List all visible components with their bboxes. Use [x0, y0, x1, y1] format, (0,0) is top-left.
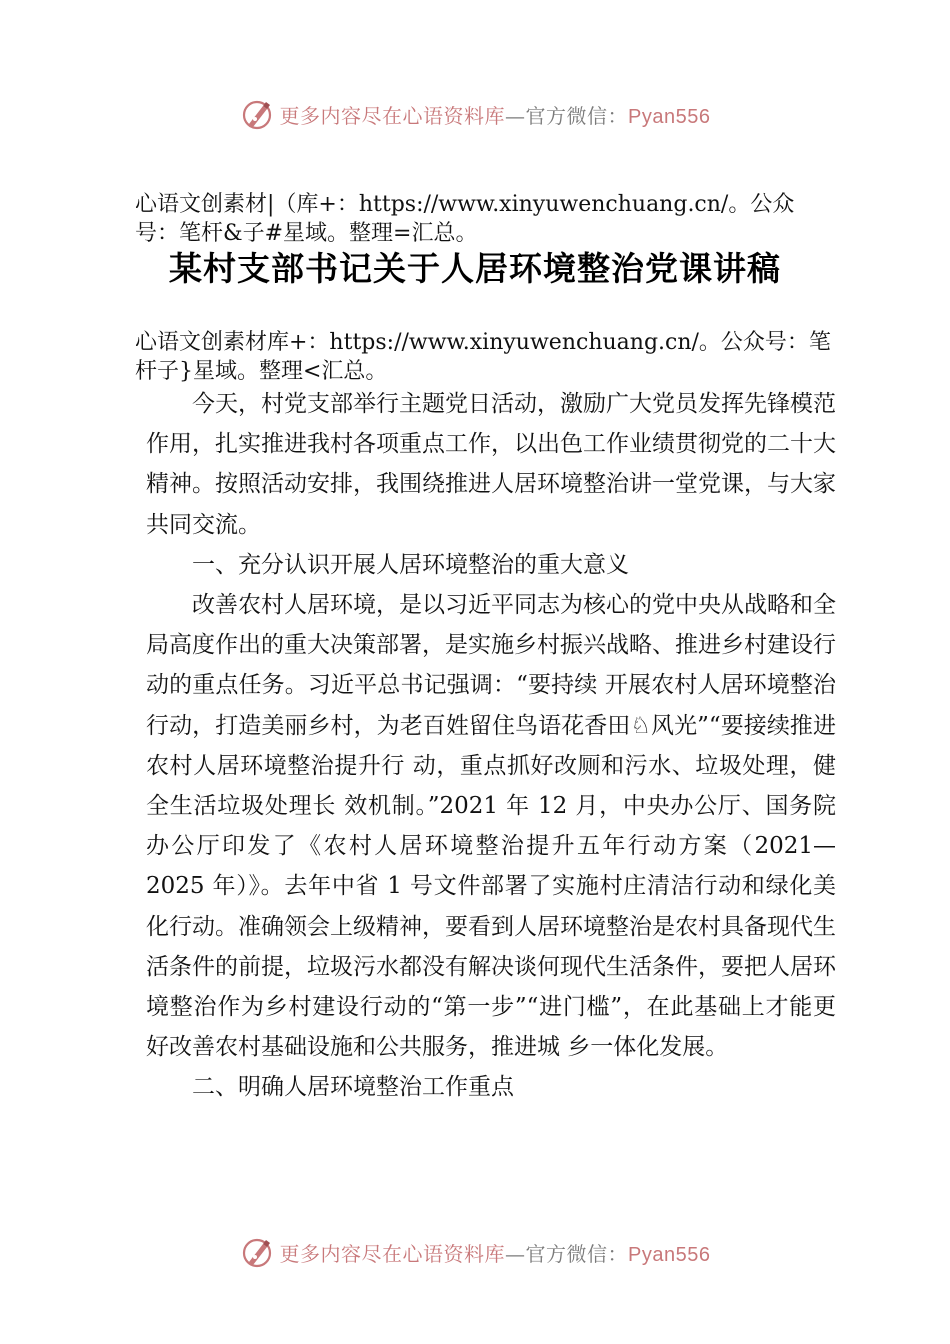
- banner-contact-label: 官方微信：: [525, 103, 629, 128]
- banner-contact-label: 官方微信：: [525, 1241, 629, 1266]
- source-note-first: 心语文创素材|（库+：https://www.xinyuwenchuang.cn/。公众号：笔杆&子#星域。整理=汇总。: [135, 192, 795, 246]
- banner-wechat-id: Pyan556: [628, 105, 711, 128]
- banner-separator: —: [505, 1241, 526, 1266]
- banner-separator: —: [505, 103, 526, 128]
- document-body: [146, 384, 836, 1108]
- section-heading-2: 二、明确人居环境整治工作重点: [192, 1074, 514, 1101]
- source-note-second: 心语文创素材库+：https://www.xinyuwenchuang.cn/。公众号：笔杆子}星域。整理<汇总。: [135, 330, 831, 384]
- banner-brand: 更多内容尽在心语资料库: [279, 1241, 506, 1266]
- paragraph-intro: 今天，村党支部举行主题党日活动，激励广大党员发挥先锋模范作用，扎实推进我村各项重点工作，以出色工作业绩贯彻党的二十大精神。按照活动安排，我围绕推进人居环境整治讲一堂党课，与大家共同交流。: [146, 391, 836, 538]
- banner-text: [280, 100, 711, 129]
- header-banner: [0, 94, 950, 134]
- banner-text: [280, 1238, 711, 1267]
- pen-logo-icon: [240, 1235, 274, 1269]
- banner-brand: 更多内容尽在心语资料库: [279, 103, 506, 128]
- banner-wechat-id: Pyan556: [628, 1243, 711, 1266]
- paragraph-significance: 改善农村人居环境，是以习近平同志为核心的党中央从战略和全局高度作出的重大决策部署，是实施乡村振兴战略、推进乡村建设行动的重点任务。习近平总书记强调：“要持续 开展农村人居环境整治行动，打造美丽乡村，为老百姓留住鸟语花香田♘风光”“要接续推进农村人居环境整治提升行 动，重点抓好改厕和污水、垃圾处理，健全生活垃圾处理长 效机制。”2021 年 12 月，中央办公厅、国务院办公厅印发了《农村人居环境整治提升五年行动方案（2021—2025 年）》。去年中省 1 号文件部署了实施村庄清洁行动和绿化美化行动。准确领会上级精神，要看到人居环境整治是农村具备现代生活条件的前提，垃圾污水都没有解决谈何现代生活条件，要把人居环境整治作为乡村建设行动的“第一步”“进门槛”，在此基础上才能更好改善农村基础设施和公共服务，推进城 乡一体化发展。: [146, 592, 836, 1061]
- pen-logo-icon: [240, 97, 274, 131]
- document-title: 某村支部书记关于人居环境整治党课讲稿: [169, 249, 781, 288]
- section-heading-1: 一、充分认识开展人居环境整治的重大意义: [192, 551, 629, 578]
- footer-banner: [0, 1232, 950, 1272]
